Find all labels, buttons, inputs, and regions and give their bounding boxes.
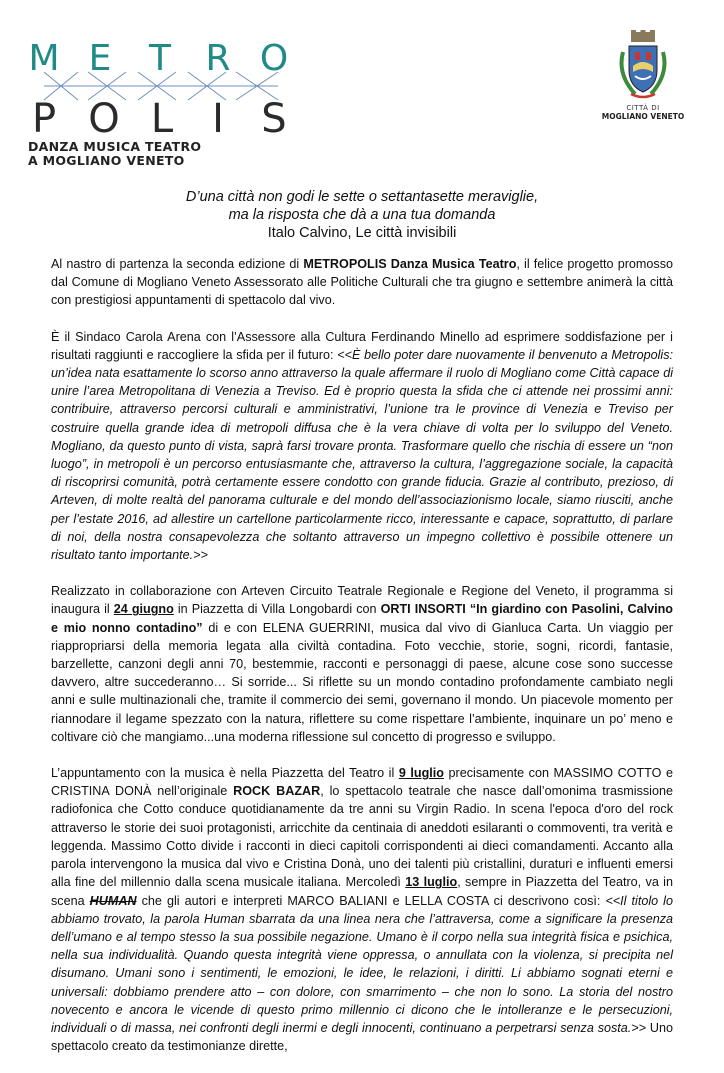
show-title: ORTI INSORTI “In giardino con Pasolini, Calvino e mio nonno contadino” — [51, 602, 673, 635]
press-release-body — [51, 255, 673, 1073]
epigraph — [60, 188, 664, 242]
text-run: di e con ELENA GUERRINI, musica dal vivo di Gianluca Carta. Un viaggio per riappropriarsi della memoria legata alla civiltà contadina. Foto vecchie, storie, sogni, ricordi, fantasie, barzellette, canzoni degli anni 70, bestemmie, racconti e personaggi di paese, alcune cose sono successe davvero, altre succederanno… Si sorride... Si riflette su un mondo contadino profondamente cambiato negli anni e sulle multinazionali che, tramite il commercio dei semi, governano il mondo. Un piacevole momento per riannodare il legame spezzato con la natura, riflettere su come rispettare l’ambiente, inquinare un po’ meno e coltivare ciò che mangiamo...una moderna riflessione sul concetto di progresso e sviluppo. — [51, 620, 673, 744]
crest-label-city: MOGLIANO VENETO — [601, 112, 685, 121]
logo-letter-top: R — [205, 42, 231, 79]
show-title-human: HUMAN — [89, 893, 137, 908]
text-run: Uno spettacolo creato da testimonianze dirette, — [51, 1020, 674, 1054]
text-run: Realizzato in collaborazione con Arteven Circuito Teatrale Regionale e Regione del Veneto, il programma si inaugura il — [51, 584, 673, 617]
paragraph-orti-insorti — [51, 582, 673, 746]
text-run: È il Sindaco Carola Arena con l’Assessore alla Cultura Ferdinando Minello ad esprimere soddisfazione per i risultati raggiunti e raccogliere la sfida per il futuro: — [51, 329, 673, 362]
epigraph-attribution: Italo Calvino, Le città invisibili — [267, 225, 457, 241]
text-run: precisamente con MASSIMO COTTO e CRISTINA DONÀ nell’originale — [51, 766, 673, 799]
crest-icon — [615, 30, 671, 102]
logo-letter-bottom: P — [31, 96, 57, 142]
mayor-quote: <<È bello poter dare nuovamente il benvenuto a Metropolis: un’idea nata esattamente lo scorso anno attraverso la quale affermare il ruolo di Mogliano come Città capace di unire l’area Metropolitana di Venezia a Treviso. Ed è proprio questa la sfida che ci attende nei prossimi anni: contribuire, attraverso percorsi culturali e amministrativi, l’unione tra le province di Venezia e Treviso per costruire quella grande idea di metropoli diffusa che è la vera chiave di volta per lo sviluppo del Veneto. Mogliano, da questo punto di vista, saprà farsi trovare pronta. Trasformare quello che rischia di essere un “non luogo”, in metropoli è un percorso entusiasmante che, attraverso la cultura, l’aggregazione sociale, la capacità di riscoprirsi comunità, potrà certamente essere condotto con grande fiducia. Grazie al contributo, prezioso, di Arteven, di molte realtà del panorama culturale e del mondo dell’associazionismo locale, siamo riusciti, anche per l’estate 2016, ad allestire un cartellone particolarmente ricco, interessante e capace, soprattutto, di parlare di noi, della nostra consapevolezza che soltanto attraverso un impegno collettivo è possibile ottenere un risultato tanto importante.>> — [51, 347, 673, 563]
show-title: ROCK BAZAR — [233, 784, 321, 799]
epigraph-line2: ma la risposta che dà a una tua domanda — [228, 207, 496, 223]
paragraph-mayor — [51, 328, 673, 565]
text-run: Al nastro di partenza la seconda edizione di — [51, 257, 304, 271]
text-run: che gli autori e interpreti MARCO BALIANI e LELLA COSTA ci descrivono così: — [136, 893, 606, 908]
logo-letter-top: M — [28, 42, 60, 79]
logo-subtitle — [28, 140, 201, 167]
paragraph-intro — [51, 255, 673, 310]
authors-quote: <<Il titolo lo abbiamo trovato, la parola Human sbarrata da una linea nera che l’attraversa, come a significare la presenza dell’umano e al tempo stesso la sua possibile negazione. Umano è il corpo nella sua integrità fisica e psichica, nella sua individualità. Quando questa integrità viene oppressa, o annullata con la violenza, si precipita nel disumano. Umani sono i sentimenti, le emozioni, le idee, le relazioni, i diritti. Li abbiamo sognati eterni e universali: dobbiamo prendere atto – con dolore, con smarrimento – che non lo sono. La storia del nostro novecento e ancora le vicende di questo primo millennio ci dicono che le intolleranze e le persecuzioni, individuali o di massa, nei confronti degli inermi e degli innocenti, continuano a perpetrarsi senza sosta.>> — [51, 893, 673, 1035]
crest-label-small: CITTÀ DI — [626, 104, 660, 112]
logo-letter-bottom: L — [150, 96, 174, 142]
text-run: , lo spettacolo teatrale che nasce dall’omonima trasmissione radiofonica che Cotto conduce quotidianamente da tre anni su Virgin Radio. In scena l'epoca d'oro del rock attraverso le storie dei suoi protagonisti, arricchite da centinaia di aneddoti esilaranti o commoventi, tra verità e leggenda. Massimo Cotto divide i racconti in dieci capitoli corrispondenti ai dieci comandamenti. Accanto alla parola intervengono la musica dal vivo e Cristina Donà, uno dei talenti più cristallini, duraturi e influenti emersi alla fine del millennio dalla scena musicale italiana. Mercoledì — [51, 784, 673, 890]
event-date: 24 giugno — [113, 602, 174, 617]
logo-subtitle-line2: A MOGLIANO VENETO — [28, 152, 185, 168]
text-run: , il felice progetto promosso dal Comune di Mogliano Veneto Assessorato alle Politiche Culturali che tra giugno e settembre animerà la città con prestigiosi appuntamenti di spettacolo dal vivo. — [51, 257, 674, 308]
text-run: , sempre in Piazzetta del Teatro, va in scena — [51, 875, 673, 908]
paragraph-rock-bazar — [51, 764, 673, 1055]
event-date: 13 luglio — [405, 875, 458, 890]
logo-letter-bottom: S — [261, 96, 287, 142]
logo-letter-bottom: O — [88, 96, 120, 142]
metropolis-logo-graphic — [26, 42, 296, 142]
epigraph-line1: D’una città non godi le sette o settantasette meraviglie, — [185, 189, 539, 205]
city-crest — [588, 30, 698, 130]
logo-letter-top: T — [149, 42, 171, 79]
logo-subtitle-line1: DANZA MUSICA TEATRO — [28, 139, 202, 154]
event-title: METROPOLIS Danza Musica Teatro — [303, 257, 517, 271]
event-date: 9 luglio — [398, 766, 444, 781]
logo-letter-top: E — [88, 42, 112, 79]
logo-letter-bottom: I — [212, 96, 224, 142]
text-run: L’appuntamento con la musica è nella Piazzetta del Teatro il — [51, 766, 399, 781]
logo-letter-top: O — [259, 42, 289, 79]
text-run: in Piazzetta di Villa Longobardi con — [173, 602, 381, 617]
